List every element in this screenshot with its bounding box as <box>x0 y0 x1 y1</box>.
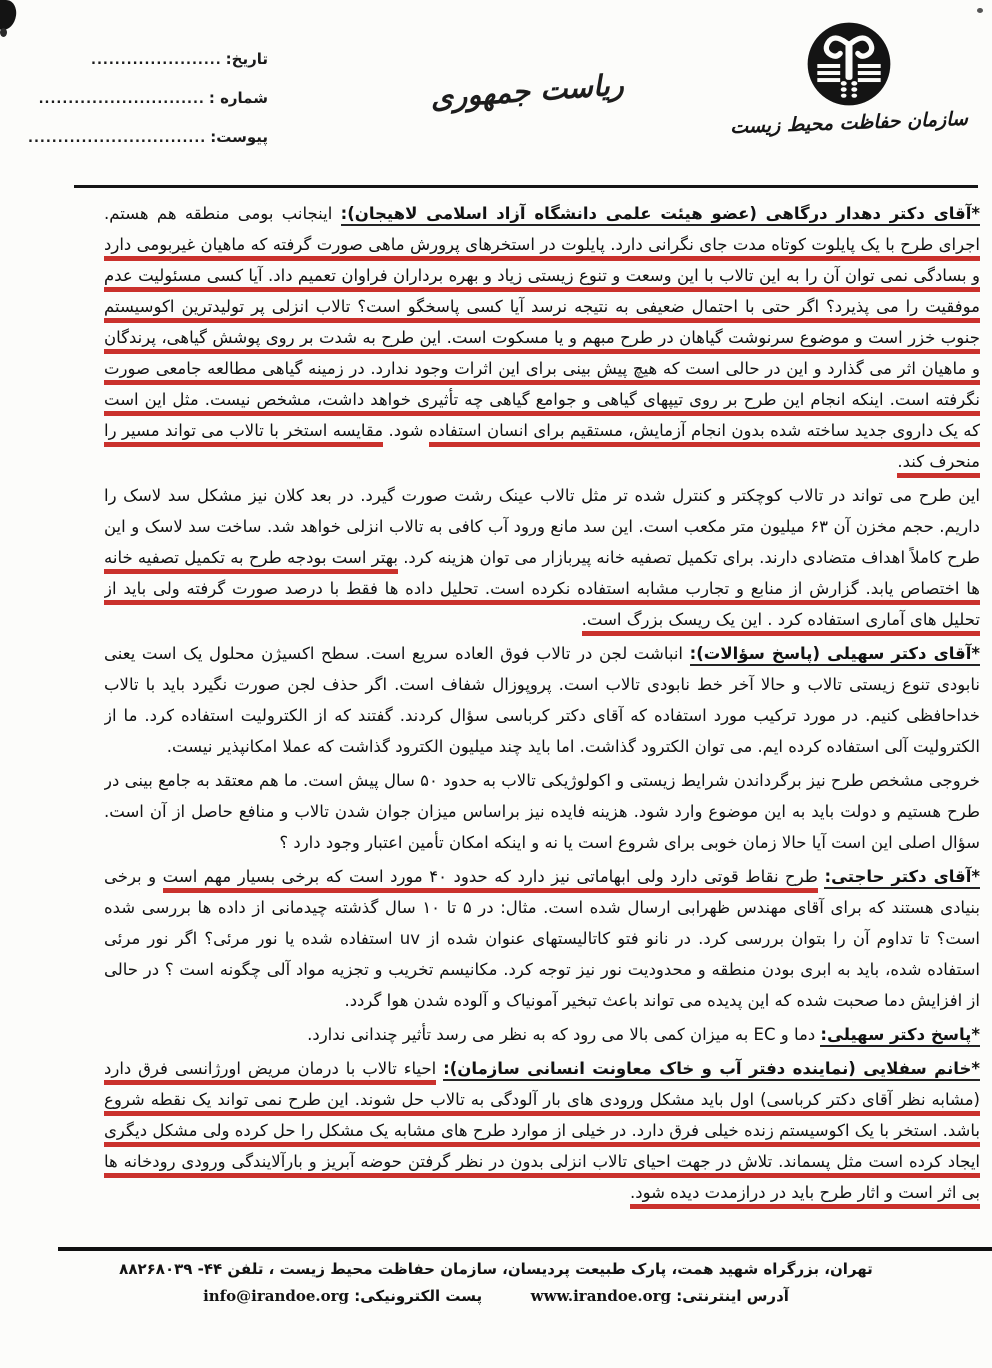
text-segment: انباشت لجن در تالاب فوق العاده سریع است. سطح اکسیژن محلول یک است یعنی نابودی تنوع زیستی تالاب و حالا آخر خط نابودی تالاب است. پروپوزال شفاف است. اگر حذف لجن صورت نگیرد باید با تالاب خداحافظی کنیم. در مورد ترکیب مورد استفاده که آقای دکتر کرباسی سؤال کردند. گفتند که از الکترولیت استفاده کرد. ما از الکترولیت آلی استفاده کرده ایم. می توان الکترود گذاشت. اما باید چند میلیون الکترود گذاشت که عملا امکانپذیر نیست. <box>104 644 980 756</box>
text-segment: این طرح می تواند در تالاب کوچکتر و کنترل شده تر مثل تالاب عینک رشت صورت گیرد. در بعد کلان نیز مشکل سد لاسک را داریم. حجم مخزن آن ۶۳ میلیون متر مکعب است. این سد مانع ورود آب کافی به تالاب انزلی خواهد شد. ساخت سد لاسک و این طرح کاملاً اهداف متضادی دارند. برای تکمیل تصفیه خانه پیربازار می توان هزینه کرد. <box>104 486 980 567</box>
paragraph-project-output <box>104 765 980 858</box>
speaker-name: *آقای دکتر سهیلی (پاسخ سؤالات): <box>690 644 980 666</box>
text-segment: شود. <box>383 421 429 440</box>
field-label: شماره : <box>208 89 268 107</box>
scan-artifact <box>977 8 983 13</box>
web-label: آدرس اینترنتی: <box>676 1287 789 1305</box>
doe-emblem-icon <box>724 20 974 108</box>
scan-artifact <box>0 28 7 37</box>
paragraph-soheili-answers <box>104 638 980 762</box>
footer-address: تهران، بزرگراه شهید همت، پارک طبیعت پردیسان، سازمان حفاظت محیط زیست ، تلفن ۴۴- ۸۸۲۶۸۰۳۹ <box>119 1260 873 1278</box>
field-dotted-line: ............................ <box>38 92 205 107</box>
letter-body <box>104 198 980 1246</box>
paragraph-soheili-reply <box>104 1019 980 1050</box>
number-field <box>18 89 268 107</box>
paragraph-dehdar-dargahi <box>104 198 980 477</box>
paragraph-soflaei <box>104 1053 980 1208</box>
speaker-name: *پاسخ دکتر سهیلی: <box>820 1025 980 1047</box>
header-divider <box>74 185 978 188</box>
attachment-field <box>18 128 268 146</box>
field-label: تاریخ: <box>225 50 268 68</box>
speaker-name: *آقای دکتر دهدار درگاهی (عضو هیئت علمی دانشگاه آزاد اسلامی لاهیجان): <box>341 204 980 226</box>
web-url: www.irandoe.org <box>530 1287 671 1305</box>
field-dotted-line: ...................... <box>91 53 222 68</box>
speaker-name: *آقای دکتر حاجتی: <box>824 867 980 889</box>
presidency-title: ریاست جمهوری <box>429 67 625 115</box>
email-address: info@irandoe.org <box>203 1287 350 1305</box>
red-underlined-text: مقایسه استخر با تالاب می تواند مسیر را منحرف کند. <box>104 421 980 478</box>
text-segment: اینجانب بومی منطقه هم هستم. <box>104 204 341 223</box>
organization-name: سازمان حفاظت محیط زیست <box>729 107 969 139</box>
red-underlined-text: اجرای طرح با یک پایلوت کوتاه مدت جای نگرانی دارد. پایلوت در استخرهای پرورش ماهی صورت گرفته که ماهیان غیربومی دارد و بسادگی نمی توان آن را به این تالاب با این وسعت و تنوع زیستی زیاد و بهره برداران فراوان تعمیم داد. آیا کسی مسئولیت عدم موفقیت را می پذیرد؟ اگر حتی با احتمال ضعیفی به نتیجه نرسد آیا کسی پاسخگو است؟ تالاب انزلی پر تولیدترین اکوسیستم جنوب خزر است و موضوع سرنوشت گیاهان در طرح مبهم و یا مسکوت است. این طرح به شدت بر روی پوشش گیاهی، پرندگان و ماهیان اثر می گذارد و این در حالی است که هیچ پیش بینی برای این اثرات وجود ندارد. در زمینه گیاهی مطالعه جامعی صورت نگرفته است. اینکه انجام این طرح بر روی تیپهای گیاهی و جوامع گیاهی چه تأثیری خواهد داشت، مشخص نیست. مثل این است که یک داروی جدید ساخته شده بدون انجام آزمایش، مستقیم برای انسان استفاده <box>104 235 980 447</box>
footer-divider <box>58 1247 992 1251</box>
page-footer <box>40 1256 952 1310</box>
organization-block <box>724 20 974 139</box>
footer-contacts <box>40 1283 952 1310</box>
red-underlined-text: طرح نقاط قوتی دارد ولی ابهاماتی نیز دارد که حدود ۴۰ مورد است که برخی بسیار مهم است <box>163 867 818 893</box>
field-dotted-line: .............................. <box>28 131 207 146</box>
email-label: پست الکترونیکی: <box>354 1287 483 1305</box>
text-segment: دما و EC به میزان کمی بالا می رود که به نظر می رسد تأثیر چندانی ندارد. <box>307 1025 821 1044</box>
header-fields <box>18 50 268 167</box>
paragraph-hajati <box>104 861 980 1016</box>
field-label: پیوست: <box>210 128 268 146</box>
red-underlined-text: بهتر است بودجه طرح به تکمیل تصفیه خانه ها اختصاص یابد. گزارش از منابع و تجارب مشابه استفاده نکرده است. تحلیل داده ها فقط با درصد صورت گرفته ولی باید از تحلیل های آماری استفاده کرد . این یک ریسک بزرگ است. <box>104 548 980 636</box>
paragraph-sad-lask <box>104 480 980 635</box>
scan-artifact <box>0 0 18 31</box>
red-underlined-text: احیاء تالاب با درمان مریض اورژانسی فرق دارد (مشابه نظر آقای دکتر کرباسی) اول باید مشکل ورودی های بار آلودگی به تالاب حل شوند. این طرح نمی تواند یک نقطه شروع باشد. استخر با یک اکوسیستم زنده خیلی فرق دارد. در خیلی از موارد طرح های مشابه یک مشکل را حل کرده ولی مشکل دیگری ایجاد کرده است مثل پسماند. تلاش در جهت احیای تالاب انزلی بدون در نظر گرفتن حوضه آبریز و بارآلایندگی ورودی رودخانه ها بی اثر است و اثار طرح باید در درازمدت دیده شود. <box>104 1059 980 1209</box>
speaker-name: *خانم سفلایی (نماینده دفتر آب و خاک معاونت انسانی سازمان): <box>443 1059 980 1081</box>
text-segment: خروجی مشخص طرح نیز برگرداندن شرایط زیستی و اکولوژیکی تالاب به حدود ۵۰ سال پیش است. ما هم معتقد به جامع بینی در طرح هستیم و دولت باید به این موضوع وارد شود. هزینه فایده نیز براساس میزان جوان شدن تالاب و منافع حاصل از آن است. سؤال اصلی این است آیا حالا زمان خوبی برای شروع است یا نه و اینکه امکان تأمین اعتبار وجود دارد ؟ <box>104 771 980 852</box>
text-segment: و برخی بنیادی هستند که برای آقای مهندس ظهرابی ارسال شده است. مثال: در ۵ تا ۱۰ سال گذشته چیدمانی از داده ها بررسی شده است؟ تا تداوم آن را بتوان بررسی کرد. در نانو فتو کاتالیستهای عنوان شده از uv استفاده شده یا نور مرئی؟ اگر نور مرئی استفاده شده، باید به ابری بودن منطقه و محدودیت نور نیز توجه کرد. مکانیسم تخریب و تجزیه مواد آلی چگونه است ؟ در حالی از افزایش دما صحبت شده که این پدیده می تواند باعث تبخیر آمونیاک و آلوده شدن هوا گردد. <box>104 867 980 1010</box>
date-field <box>18 50 268 68</box>
